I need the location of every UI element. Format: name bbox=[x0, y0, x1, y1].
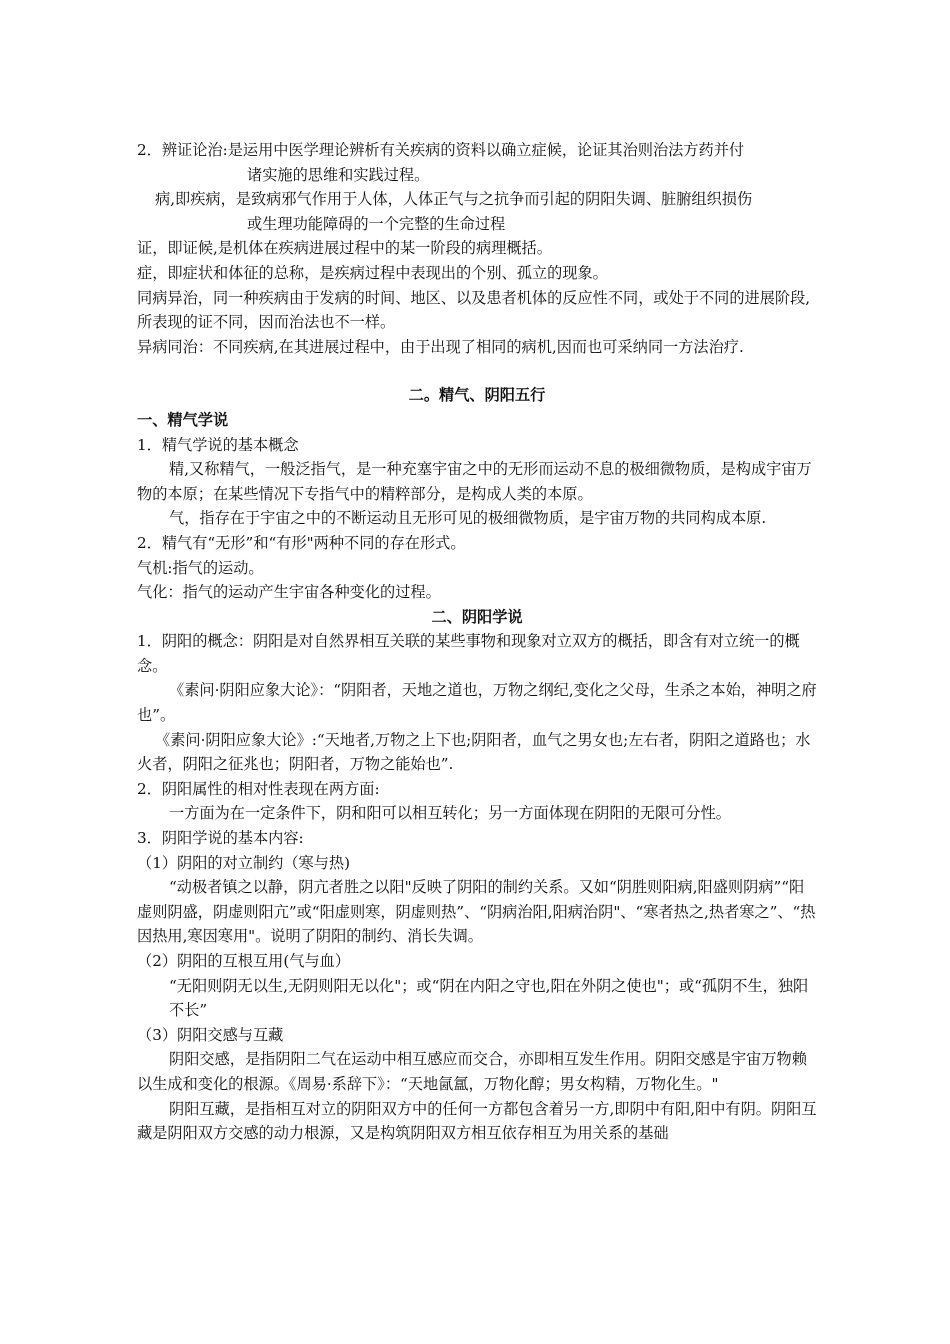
para-interaction: 阴阳交感，是指阴阳二气在运动中相互感应而交合，亦即相互发生作用。阴阳交感是宇宙万物赖以生成和变化的根源。《周易·系辞下》：“天地氤氲，万物化醇；男女构精，万物化生。" bbox=[137, 1050, 807, 1093]
para-zhengzhuang: 症，即症状和体征的总称，是疾病过程中表现出的个别、孤立的现象。 bbox=[137, 263, 608, 282]
para-relativity: 一方面为在一定条件下，阴和阳可以相互转化；另一方面体现在阴阳的无限可分性。 bbox=[169, 804, 731, 823]
heading-jingqi: 一、精气学说 bbox=[137, 410, 229, 429]
item-interaction: （3）阴阳交感与互藏 bbox=[137, 1025, 284, 1044]
para-bing: 病,即疾病，是致病邪气作用于人体，人体正气与之抗争而引起的阴阳失调、脏腑组织损伤 bbox=[155, 190, 753, 209]
para-mutual-containment: 阴阳互藏，是指相互对立的阴阳双方中的任何一方都包含着另一方,即阴中有阳,阳中有阴。阴阳互藏是阴阳双方交感的动力根源，又是构筑阴阳双方相互依存相互为用关系的基础 bbox=[137, 1099, 817, 1143]
subheading-jingqi-forms: 2．精气有“无形”和“有形"两种不同的存在形式。 bbox=[137, 533, 466, 552]
subheading-relativity: 2．阴阳属性的相对性表现在两方面: bbox=[137, 779, 380, 798]
para-qihua: 气化：指气的运动产生宇宙各种变化的过程。 bbox=[137, 583, 441, 602]
subheading-basic-content: 3．阴阳学说的基本内容: bbox=[137, 829, 304, 848]
para-bianzheng-cont: 诸实施的思维和实践过程。 bbox=[247, 165, 430, 184]
document-page bbox=[137, 138, 817, 1146]
para-zheng: 证，即证候,是机体在疾病进展过程中的某一阶段的病理概括。 bbox=[137, 239, 552, 258]
quote-suwen-1: 《素问·阴阳应象大论》：“阴阳者，天地之道也，万物之纲纪,变化之父母，生杀之本始，神明之府也”。 bbox=[137, 681, 817, 725]
para-interdependence: “无阳则阴无以生,无阴则阳无以化"；或“阴在内阳之守也,阳在外阴之使也"；或“孤阴不生，独阳不长” bbox=[169, 976, 809, 1020]
para-qi: 气，指存在于宇宙之中的不断运动且无形可见的极细微物质，是宇宙万物的共同构成本原. bbox=[169, 509, 767, 528]
para-opposition: “动极者镇之以静，阴亢者胜之以阳"反映了阴阳的制约关系。又如“阴胜则阳病,阳盛则阴病”“阳虚则阴盛，阴虚则阳亢”或“阳虚则寒，阴虚则热”、“阴病治阳,阳病治阴"、“寒者热之,热者寒之”、“热因热用,寒因寒用"。说明了阴阳的制约、消长失调。 bbox=[137, 878, 816, 946]
item-opposition: （1）阴阳的对立制约（寒与热) bbox=[137, 853, 351, 872]
subheading-jingqi-concept: 1．精气学说的基本概念 bbox=[137, 435, 299, 454]
item-interdependence: （2）阴阳的互根互用(气与血） bbox=[137, 952, 351, 970]
para-yibingtongzhi: 异病同治：不同疾病,在其进展过程中，由于出现了相同的病机,因而也可采纳同一方法治疗. bbox=[137, 337, 744, 356]
para-bing-cont: 或生理功能障碍的一个完整的生命过程 bbox=[247, 214, 506, 233]
section-title-jingqi-yinyang: 二。精气、阴阳五行 bbox=[408, 386, 546, 405]
para-bianzheng: 2．辨证论治:是运用中医学理论辨析有关疾病的资料以确立症候，论证其治则治法方药并付 bbox=[137, 141, 745, 159]
section-title-yinyang: 二、阴阳学说 bbox=[431, 607, 523, 626]
para-tongbingyizhi: 同病异治，同一种疾病由于发病的时间、地区、以及患者机体的反应性不同，或处于不同的进展阶段,所表现的证不同，因而治法也不一样。 bbox=[137, 288, 811, 332]
para-qiji: 气机:指气的运动。 bbox=[137, 558, 264, 577]
subheading-yinyang-concept: 1．阴阳的概念：阴阳是对自然界相互关联的某些事物和现象对立双方的概括，即含有对立统一的概念。 bbox=[137, 632, 800, 675]
para-jing: 精,又称精气，一般泛指气，是一种充塞宇宙之中的无形而运动不息的极细微物质，是构成宇宙万物的本原；在某些情况下专指气中的精粹部分，是构成人类的本原。 bbox=[137, 460, 812, 503]
quote-suwen-2: 《素问·阴阳应象大论》:“天地者,万物之上下也;阴阳者，血气之男女也;左右者，阴阳之道路也；水火者，阴阳之征兆也；阴阳者，万物之能始也”. bbox=[137, 730, 811, 774]
